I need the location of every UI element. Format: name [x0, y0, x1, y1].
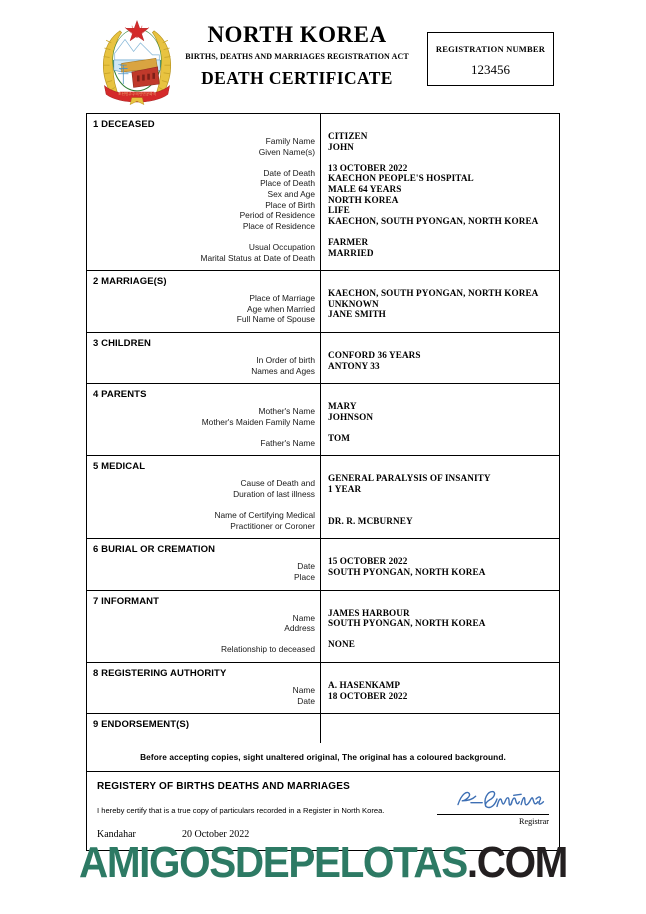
certify-statement: I hereby certify that is a true copy of particulars recorded in a Register in North Korea.: [97, 806, 385, 816]
field-value: JOHN: [328, 141, 354, 152]
value-column: [328, 271, 559, 320]
section-2-heading: 2 MARRIAGE(S): [93, 276, 167, 288]
registration-number-box: [427, 32, 554, 86]
field-label: Mother's Name: [258, 406, 315, 417]
field-label: Duration of last illness: [233, 489, 315, 500]
registrar-signature-block: [437, 786, 549, 826]
field-value: JANE SMITH: [328, 309, 386, 320]
section-7: [87, 591, 559, 663]
spacer: [328, 114, 559, 131]
field-label: Mother's Maiden Family Name: [201, 416, 315, 427]
spacer: [87, 655, 315, 662]
field-label: Names and Ages: [251, 365, 315, 376]
value-column: [328, 539, 559, 577]
section-7-heading: 7 INFORMANT: [93, 595, 160, 607]
field-value: DR. R. MCBURNEY: [328, 515, 413, 526]
field-label: Age when Married: [247, 303, 315, 314]
field-value: KAECHON, SOUTH PYONGAN, NORTH KOREA: [328, 215, 539, 226]
field-label: Period of Residence: [239, 210, 315, 221]
north-korea-national-emblem-icon: [94, 12, 180, 108]
group-gap: [328, 422, 559, 433]
field-value: ANTONY 33: [328, 360, 380, 371]
field-value: KAECHON, SOUTH PYONGAN, NORTH KOREA: [328, 288, 539, 299]
section-5-heading: 5 MEDICAL: [93, 461, 146, 473]
group-gap: [328, 495, 559, 506]
label-column: [87, 608, 320, 662]
field-value: NONE: [328, 639, 355, 650]
field-label: Place of Residence: [242, 220, 315, 231]
field-label: Practitioner or Coroner: [230, 520, 315, 531]
field-value: UNKNOWN: [328, 298, 379, 309]
field-value: 15 OCTOBER 2022: [328, 556, 408, 567]
section-2-values: [321, 271, 559, 332]
site-watermark: [26, 838, 620, 888]
group-gap: [87, 157, 315, 168]
value-column: [328, 714, 559, 731]
section-3: [87, 333, 559, 384]
section-3-labels: [87, 333, 321, 383]
registration-number-label: REGISTRATION NUMBER: [435, 44, 546, 54]
spacer: [87, 263, 315, 270]
spacer: [328, 663, 559, 680]
field-value: FARMER: [328, 236, 369, 247]
spacer: [328, 539, 559, 556]
label-column: [87, 401, 320, 455]
section-9: [87, 714, 559, 743]
field-value: MARRIED: [328, 247, 374, 258]
field-value: 13 OCTOBER 2022: [328, 162, 408, 173]
field-value: CONFORD 36 YEARS: [328, 349, 421, 360]
field-label: Family Name: [265, 136, 315, 146]
registry-title: REGISTERY OF BIRTHS DEATHS AND MARRIAGES: [97, 781, 351, 793]
country-title: NORTH KOREA: [207, 22, 387, 47]
signature-line: [437, 814, 549, 815]
svg-text:조선민주주의인민공화국: 조선민주주의인민공화국: [117, 92, 157, 97]
document-type-title: DEATH CERTIFICATE: [201, 68, 393, 88]
field-value: MARY: [328, 401, 357, 412]
footer-date: 20 October 2022: [182, 829, 250, 841]
field-value: SOUTH PYONGAN, NORTH KOREA: [328, 618, 486, 629]
spacer: [328, 333, 559, 350]
section-6-values: [321, 539, 559, 589]
copy-notice: Before accepting copies, sight unaltered original, The original has a coloured background.: [87, 743, 559, 772]
section-6-labels: [87, 539, 321, 589]
field-value: LIFE: [328, 205, 350, 216]
section-5: [87, 456, 559, 539]
value-column: [328, 114, 559, 258]
value-column: [328, 333, 559, 371]
spacer: [87, 531, 315, 538]
label-column: [87, 350, 320, 383]
section-1-values: [321, 114, 559, 270]
section-5-values: [321, 456, 559, 538]
certificate-header: [86, 8, 560, 108]
value-column: [328, 384, 559, 443]
watermark-secondary: .COM: [466, 838, 568, 887]
act-subtitle: BIRTHS, DEATHS AND MARRIAGES REGISTRATION ACT: [185, 52, 409, 61]
field-label: Marital Status at Date of Death: [200, 252, 315, 263]
spacer: [87, 376, 315, 383]
footer-place: Kandahar: [97, 829, 136, 841]
field-value: A. HASENKAMP: [328, 680, 401, 690]
field-label: Place of Marriage: [249, 293, 315, 304]
field-label: Relationship to deceased: [220, 644, 315, 655]
group-gap: [328, 629, 559, 640]
group-gap: [87, 634, 315, 645]
spacer: [328, 271, 559, 288]
label-column: [87, 131, 320, 270]
title-block: [182, 22, 412, 89]
value-column: [328, 591, 559, 650]
field-value: TOM: [328, 432, 351, 443]
spacer: [328, 384, 559, 401]
section-1-labels: [87, 114, 321, 270]
field-label: Usual Occupation: [248, 241, 315, 252]
field-value: NORTH KOREA: [328, 194, 399, 205]
label-column: [87, 556, 320, 589]
field-value: JOHNSON: [328, 411, 374, 422]
registrar-caption: Registrar: [518, 817, 549, 827]
section-6-heading: 6 BURIAL OR CREMATION: [93, 544, 216, 556]
group-gap: [87, 427, 315, 438]
field-label: Place: [294, 572, 315, 583]
section-4: [87, 384, 559, 456]
field-label: Full Name of Spouse: [236, 314, 315, 325]
section-4-values: [321, 384, 559, 455]
field-value: CITIZEN: [328, 131, 368, 141]
field-label: Given Name(s): [258, 146, 315, 157]
watermark-primary: AMIGOSDEPELOTAS: [78, 838, 467, 887]
section-8-labels: [87, 663, 321, 713]
field-label: Date: [297, 695, 315, 706]
field-label: Name: [292, 612, 315, 623]
field-label: Father's Name: [260, 437, 315, 448]
field-value: SOUTH PYONGAN, NORTH KOREA: [328, 567, 486, 578]
section-2-labels: [87, 271, 321, 332]
field-label: Address: [284, 623, 315, 634]
field-value: 1 YEAR: [328, 484, 362, 495]
label-column: [87, 473, 320, 538]
section-9-values: [321, 714, 559, 743]
field-label: Place of Birth: [265, 199, 315, 210]
section-8: [87, 663, 559, 714]
group-gap: [328, 152, 559, 163]
field-value: JAMES HARBOUR: [328, 607, 410, 618]
section-4-labels: [87, 384, 321, 455]
section-2: [87, 271, 559, 333]
spacer: [87, 706, 315, 713]
section-9-labels: [87, 714, 321, 743]
group-gap: [328, 226, 559, 237]
field-label: Sex and Age: [267, 188, 315, 199]
group-gap: [87, 231, 315, 242]
field-value: [328, 505, 559, 516]
section-7-labels: [87, 591, 321, 662]
field-label: In Order of birth: [256, 354, 315, 365]
field-value: KAECHON PEOPLE'S HOSPITAL: [328, 173, 474, 184]
section-3-heading: 3 CHILDREN: [93, 337, 152, 349]
section-9-heading: 9 ENDORSEMENT(S): [93, 719, 190, 731]
certificate-table: [86, 113, 560, 851]
field-value: 18 OCTOBER 2022: [328, 690, 408, 701]
section-3-values: [321, 333, 559, 383]
label-column: [87, 288, 320, 332]
field-label: Date: [297, 561, 315, 572]
field-label: Name: [292, 685, 315, 695]
spacer: [328, 456, 559, 473]
group-gap: [87, 500, 315, 511]
field-label: Name of Certifying Medical: [214, 510, 315, 521]
label-column: [87, 731, 320, 743]
spacer: [87, 448, 315, 455]
field-label: Cause of Death and: [240, 478, 315, 489]
field-label: Place of Death: [260, 178, 315, 189]
spacer: [87, 325, 315, 332]
registration-number-value: 123456: [471, 62, 510, 77]
spacer: [87, 583, 315, 590]
spacer: [328, 714, 559, 731]
section-8-heading: 8 REGISTERING AUTHORITY: [93, 668, 227, 679]
field-value: GENERAL PARALYSIS OF INSANITY: [328, 473, 491, 484]
registrar-signature-icon: [437, 786, 549, 812]
section-1: [87, 114, 559, 271]
section-7-values: [321, 591, 559, 662]
section-1-heading: 1 DECEASED: [93, 119, 155, 130]
section-4-heading: 4 PARENTS: [93, 389, 147, 401]
field-label: Date of Death: [263, 167, 315, 178]
label-column: [87, 680, 320, 713]
value-column: [328, 663, 559, 701]
section-8-values: [321, 663, 559, 713]
field-value: MALE 64 YEARS: [328, 183, 402, 194]
section-6: [87, 539, 559, 590]
spacer: [328, 591, 559, 608]
value-column: [328, 456, 559, 526]
spacer: [87, 736, 315, 743]
section-5-labels: [87, 456, 321, 538]
